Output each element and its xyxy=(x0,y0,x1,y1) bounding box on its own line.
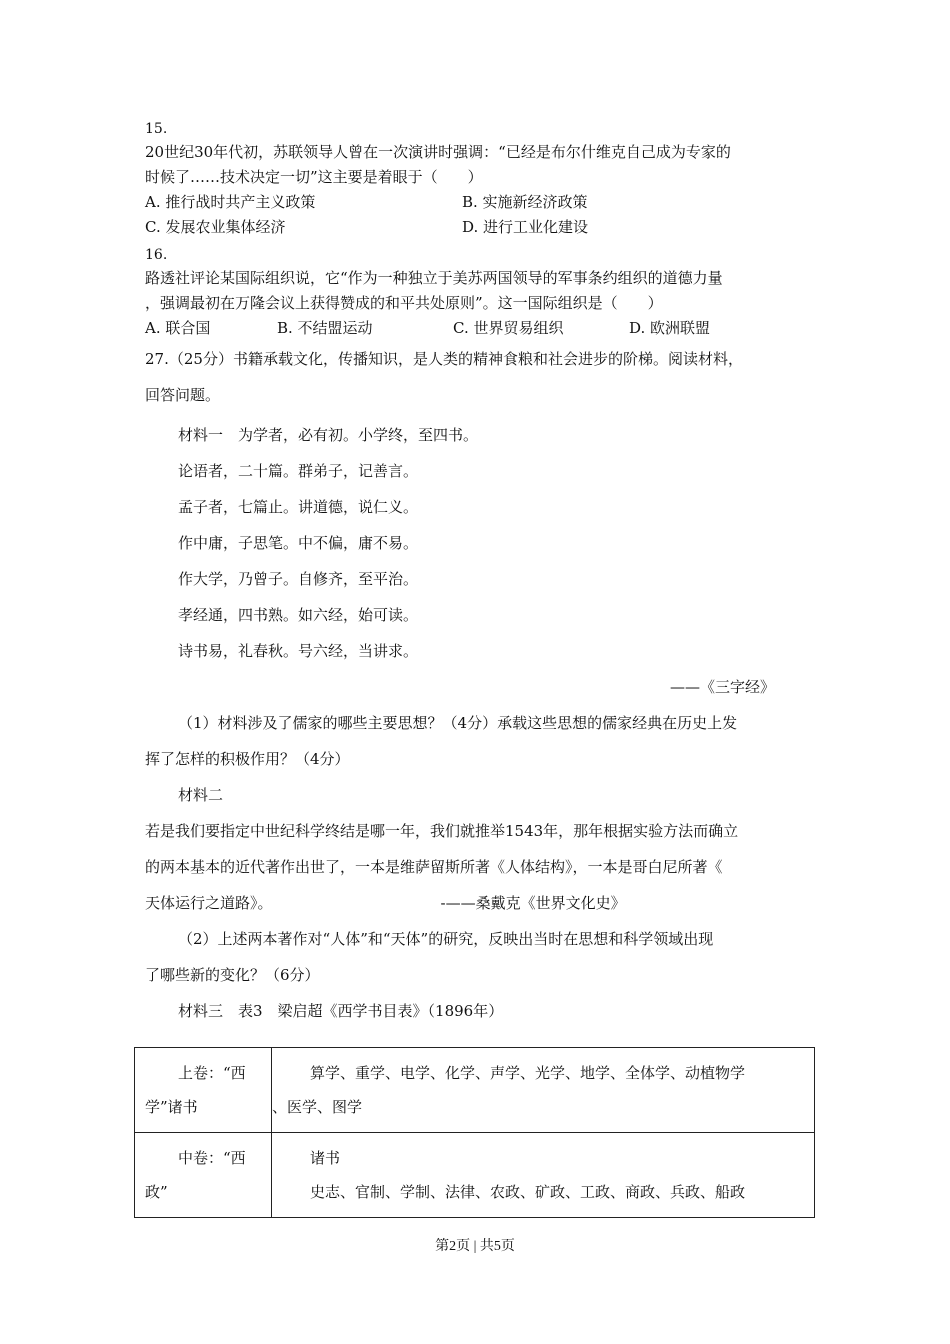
question-number: 16. xyxy=(145,247,168,263)
material-line: 诗书易，礼春秋。号六经，当讲求。 xyxy=(178,642,419,660)
question-intro: 回答问题。 xyxy=(145,386,221,404)
table-row xyxy=(135,1048,815,1133)
options-row xyxy=(145,215,815,240)
book-list-table xyxy=(134,1047,815,1218)
option-b[interactable]: B. 不结盟运动 xyxy=(277,319,373,337)
material-source: -——桑戴克《世界文化史》 xyxy=(440,894,626,912)
question-number: 15. xyxy=(145,121,168,137)
cell-line: 上卷：“西 xyxy=(178,1064,246,1082)
cell-line: 史志、官制、学制、法律、农政、矿政、工政、商政、兵政、船政 xyxy=(310,1183,746,1201)
table-cell-content xyxy=(272,1048,815,1133)
cell-line: 学”诸书 xyxy=(145,1098,198,1116)
material-line: 孟子者，七篇止。讲道德，说仁义。 xyxy=(178,498,419,516)
material-line: 论语者，二十篇。群弟子，记善言。 xyxy=(178,462,419,480)
sub-question-2: （2）上述两本著作对“人体”和“天体”的研究，反映出当时在思想和科学领域出现 xyxy=(178,930,714,948)
cell-line: 政” xyxy=(145,1183,168,1201)
material-line xyxy=(145,885,815,921)
table-row xyxy=(135,1133,815,1218)
cell-line: 算学、重学、电学、化学、声学、光学、地学、全体学、动植物学 xyxy=(310,1064,746,1082)
material-source: ——《三字经》 xyxy=(669,678,775,696)
table-cell-label xyxy=(135,1048,272,1133)
option-a[interactable]: A. 推行战时共产主义政策 xyxy=(145,193,316,211)
cell-line: 、医学、图学 xyxy=(272,1098,363,1116)
option-c[interactable]: C. 世界贸易组织 xyxy=(453,319,564,337)
material-line: 材料一 为学者，必有初。小学终，至四书。 xyxy=(178,426,479,444)
material-line: 作大学，乃曾子。自修齐，至平治。 xyxy=(178,570,419,588)
material-1 xyxy=(145,417,815,705)
option-d[interactable]: D. 欧洲联盟 xyxy=(629,319,711,337)
sub-question-2: 了哪些新的变化？（6分） xyxy=(145,966,320,984)
material-line: 若是我们要指定中世纪科学终结是哪一年，我们就推举1543年，那年根据实验方法而确立 xyxy=(145,822,739,840)
table-cell-label xyxy=(135,1133,272,1218)
question-intro: 27.（25分）书籍承载文化，传播知识，是人类的精神食粮和社会进步的阶梯。阅读材料， xyxy=(145,350,743,368)
question-stem: ，强调最初在万隆会议上获得赞成的和平共处原则”。这一国际组织是（ ） xyxy=(145,294,663,312)
option-a[interactable]: A. 联合国 xyxy=(145,319,211,337)
option-c[interactable]: C. 发展农业集体经济 xyxy=(145,218,286,236)
sub-question-1: 挥了怎样的积极作用？（4分） xyxy=(145,750,350,768)
question-stem: 时候了……技术决定一切”这主要是着眼于（ ） xyxy=(145,168,483,186)
page-footer: 第2页 | 共5页 xyxy=(435,1239,515,1254)
options-row xyxy=(145,190,815,215)
question-27 xyxy=(145,341,815,1029)
question-15 xyxy=(145,118,815,240)
material-line: 作中庸，子思笔。中不偏，庸不易。 xyxy=(178,534,419,552)
question-stem: 路透社评论某国际组织说，它“作为一种独立于美苏两国领导的军事条约组织的道德力量 xyxy=(145,269,723,287)
material-title: 材料二 xyxy=(178,786,224,804)
page-content xyxy=(145,114,815,1029)
option-b[interactable]: B. 实施新经济政策 xyxy=(462,193,588,211)
cell-line: 中卷：“西 xyxy=(178,1149,246,1167)
material-title: 材料三 表3 梁启超《西学书目表》（1896年） xyxy=(178,1002,504,1020)
option-d[interactable]: D. 进行工业化建设 xyxy=(462,218,589,236)
material-line: 孝经通，四书熟。如六经，始可读。 xyxy=(178,606,419,624)
sub-question-1: （1）材料涉及了儒家的哪些主要思想？（4分）承载这些思想的儒家经典在历史上发 xyxy=(178,714,738,732)
material-text: 天体运行之道路》。 xyxy=(145,894,273,912)
options-row xyxy=(145,316,815,341)
table-cell-content xyxy=(272,1133,815,1218)
material-line: 的两本基本的近代著作出世了，一本是维萨留斯所著《人体结构》，一本是哥白尼所著《 xyxy=(145,858,723,876)
question-16 xyxy=(145,244,815,341)
question-stem: 20世纪30年代初，苏联领导人曾在一次演讲时强调：“已经是布尔什维克自己成为专家的 xyxy=(145,143,731,161)
cell-line: 诸书 xyxy=(310,1149,341,1167)
